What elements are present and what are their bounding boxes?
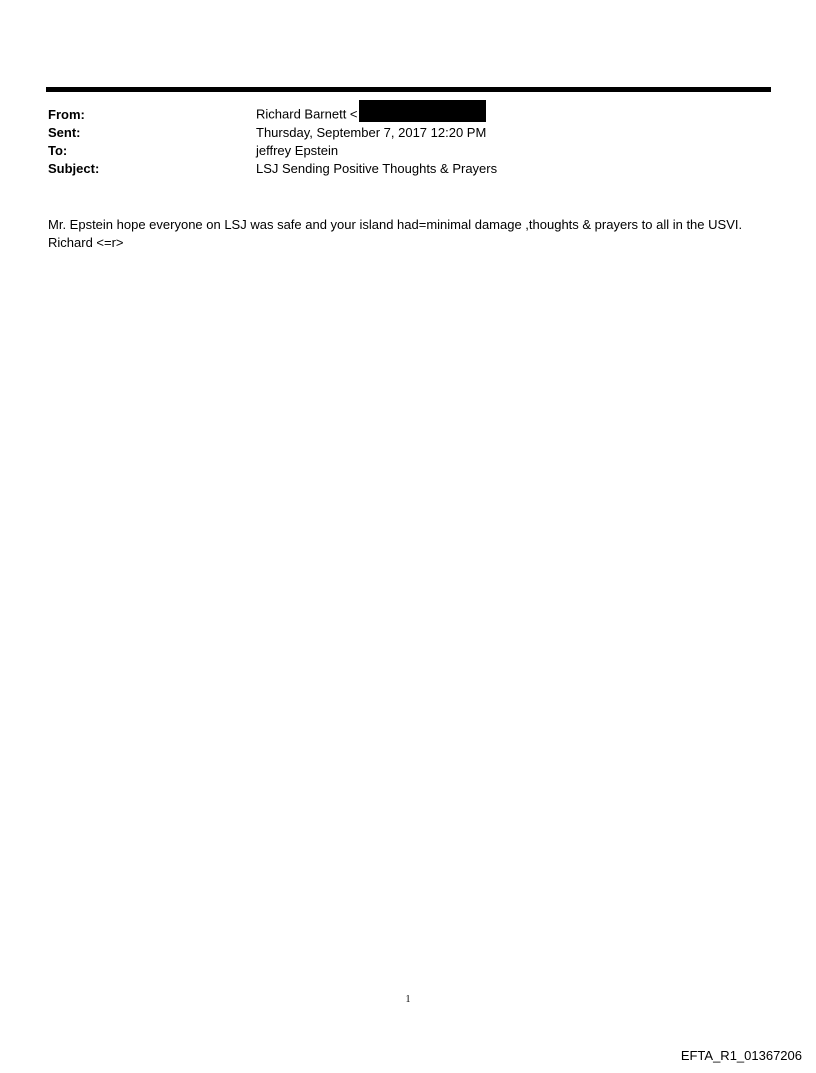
page-number: 1 (405, 994, 411, 1005)
email-body (48, 216, 778, 252)
email-header (48, 106, 768, 178)
to-value: jeffrey Epstein (256, 143, 339, 158)
signature-line: Richard <=r> (48, 235, 124, 250)
sent-value: Thursday, September 7, 2017 12:20 PM (256, 125, 487, 140)
subject-label: Subject: (48, 161, 100, 176)
header-divider (46, 87, 771, 92)
to-row (48, 142, 768, 160)
from-label: From: (48, 107, 85, 122)
from-value (256, 104, 486, 126)
sent-row (48, 124, 768, 142)
from-row (48, 106, 768, 124)
to-label: To: (48, 143, 68, 158)
document-id: EFTA_R1_01367206 (680, 1048, 802, 1063)
subject-row (48, 160, 768, 178)
redaction-block (359, 100, 486, 122)
sent-label: Sent: (48, 125, 81, 140)
from-name: Richard Barnett < (256, 106, 358, 122)
body-line: Mr. Epstein hope everyone on LSJ was safe and your island had=minimal damage ,thoughts & prayers to all in the USVI. (48, 217, 743, 232)
subject-value: LSJ Sending Positive Thoughts & Prayers (256, 161, 498, 176)
